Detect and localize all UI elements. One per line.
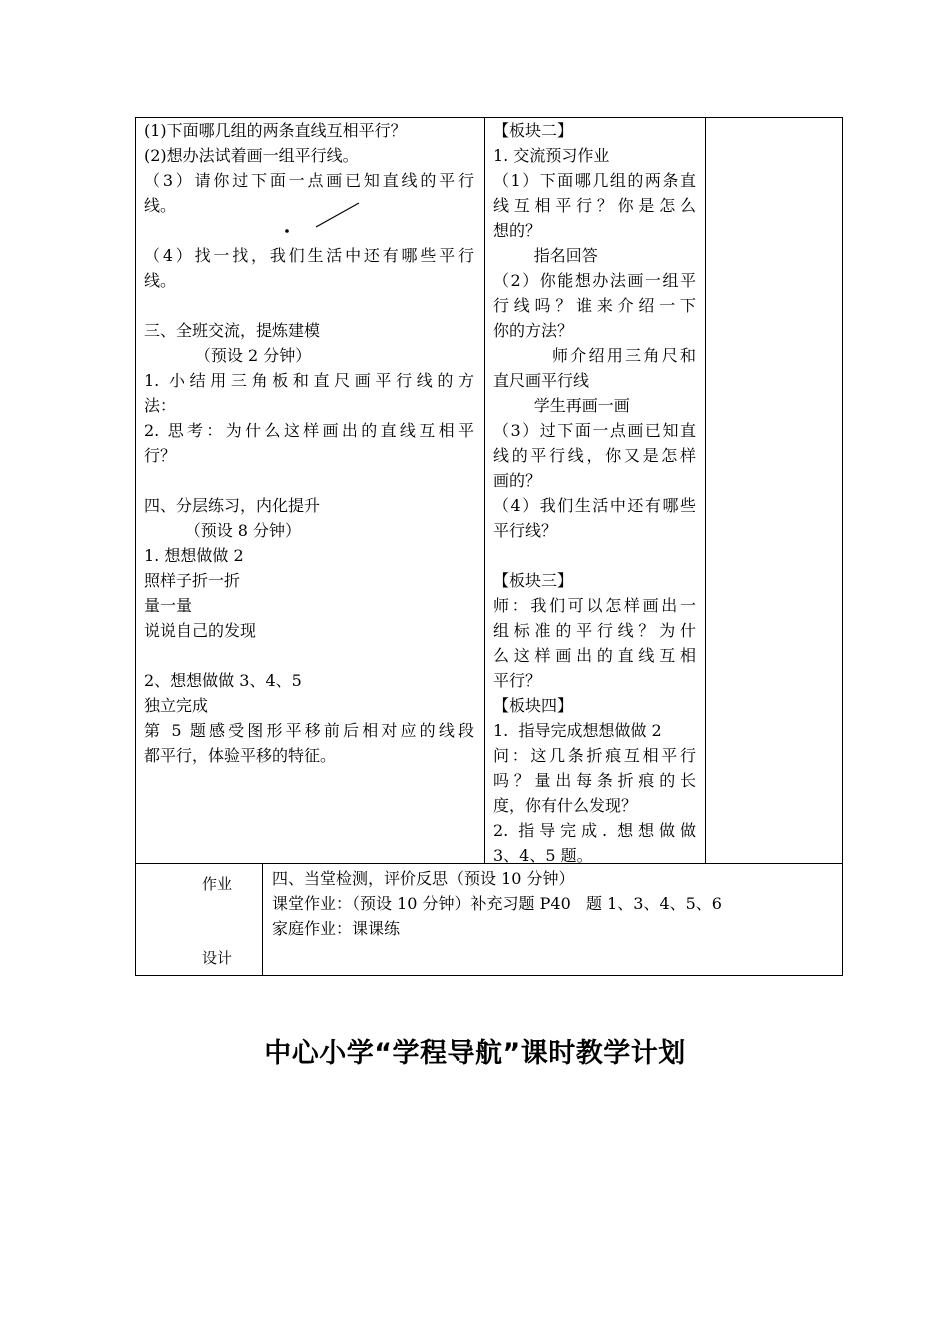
text-line: （4）找一找，我们生活中还有哪些平行 bbox=[144, 246, 474, 265]
text-line: 想的？ bbox=[493, 221, 542, 240]
text-line: 么这样画出的直线互相 bbox=[493, 646, 696, 665]
point-and-line-figure bbox=[280, 198, 370, 238]
text-line: 线的平行线，你又是怎样 bbox=[493, 446, 696, 465]
text-line: 学生再画一画 bbox=[493, 396, 630, 415]
text-line: 1. 小结用三角板和直尺画平行线的方 bbox=[144, 371, 474, 390]
text-line: （1）下面哪几组的两条直 bbox=[493, 171, 696, 190]
text-line: 第 5 题感受图形平移前后相对应的线段 bbox=[144, 721, 474, 740]
page-title: 中心小学“学程导航”课时教学计划 bbox=[264, 1038, 686, 1069]
text-line: 平行线？ bbox=[493, 521, 558, 540]
text-line: 线互相平行？你是怎么 bbox=[493, 196, 696, 215]
text-line: 【板块四】 bbox=[493, 696, 574, 715]
text-line bbox=[493, 543, 696, 568]
text-line: 问：这几条折痕互相平行 bbox=[493, 746, 696, 765]
text-line: 线。 bbox=[144, 196, 177, 215]
text-line: 行线吗？谁来介绍一下 bbox=[493, 296, 696, 315]
text-line: 1. 交流预习作业 bbox=[493, 146, 610, 165]
text-line: 【板块三】 bbox=[493, 571, 574, 590]
text-line bbox=[144, 468, 474, 493]
text-line: （2）你能想办法画一组平 bbox=[493, 271, 696, 290]
text-line: 线。 bbox=[144, 271, 177, 290]
text-line: 3、4、5 题。 bbox=[493, 846, 593, 865]
text-line: 三、全班交流，提炼建模 bbox=[144, 321, 321, 340]
text-line: 指名回答 bbox=[493, 246, 598, 265]
text-line: (1)下面哪几组的两条直线互相平行？ bbox=[144, 121, 407, 140]
text-line: 独立完成 bbox=[144, 696, 209, 715]
homework-label-top: 作业 bbox=[202, 875, 233, 893]
homework-line: 课堂作业：（预设 10 分钟）补充习题 P40 题 1、3、4、5、6 bbox=[272, 894, 722, 913]
text-line: 组标准的平行线？为什 bbox=[493, 621, 696, 640]
text-line: （预设 8 分钟） bbox=[144, 521, 302, 540]
divider-middle-right bbox=[705, 117, 706, 863]
text-line: 量一量 bbox=[144, 596, 193, 615]
text-line: 画的？ bbox=[493, 471, 542, 490]
text-line: 行？ bbox=[144, 446, 177, 465]
homework-line: 家庭作业：课课练 bbox=[272, 919, 401, 938]
text-line: 直尺画平行线 bbox=[493, 371, 590, 390]
divider-left-middle bbox=[484, 117, 485, 863]
text-line: (2)想办法试着画一组平行线。 bbox=[144, 146, 359, 165]
divider-homework-label bbox=[262, 863, 263, 976]
text-line: 平行？ bbox=[493, 671, 542, 690]
homework-label-bottom: 设计 bbox=[202, 949, 233, 967]
text-line: 师介绍用三角尺和 bbox=[493, 346, 696, 365]
text-line: （3）过下面一点画已知直 bbox=[493, 421, 696, 440]
text-line: 1. 指导完成想想做做 2 bbox=[493, 721, 662, 740]
text-line: 说说自己的发现 bbox=[144, 621, 257, 640]
text-line: （4）我们生活中还有哪些 bbox=[493, 496, 696, 515]
text-line: 照样子折一折 bbox=[144, 571, 241, 590]
text-line: 2. 指导完成. 想想做做 bbox=[493, 821, 696, 840]
text-line: 你的方法？ bbox=[493, 321, 574, 340]
text-line: 1. 想想做做 2 bbox=[144, 546, 244, 565]
text-line bbox=[144, 643, 474, 668]
text-line: 师：我们可以怎样画出一 bbox=[493, 596, 696, 615]
homework-content bbox=[272, 866, 832, 941]
given-point bbox=[285, 229, 289, 233]
text-line: （3）请你过下面一点画已知直线的平行 bbox=[144, 171, 474, 190]
text-line: 度，你有什么发现？ bbox=[493, 796, 638, 815]
text-line: 法： bbox=[144, 396, 177, 415]
text-line: 都平行，体验平移的特征。 bbox=[144, 746, 337, 765]
text-line: 四、分层练习，内化提升 bbox=[144, 496, 321, 515]
text-line: （预设 2 分钟） bbox=[144, 346, 312, 365]
text-line: 2. 思考：为什么这样画出的直线互相平 bbox=[144, 421, 474, 440]
text-line: 【板块二】 bbox=[493, 121, 574, 140]
text-line: 吗？量出每条折痕的长 bbox=[493, 771, 696, 790]
middle-column-text bbox=[493, 118, 696, 868]
text-line bbox=[144, 293, 474, 318]
text-line: 2、想想做做 3、4、5 bbox=[144, 671, 302, 690]
given-line bbox=[316, 203, 359, 227]
homework-line: 四、当堂检测，评价反思（预设 10 分钟） bbox=[272, 869, 575, 888]
divider-homework-row bbox=[135, 863, 843, 864]
